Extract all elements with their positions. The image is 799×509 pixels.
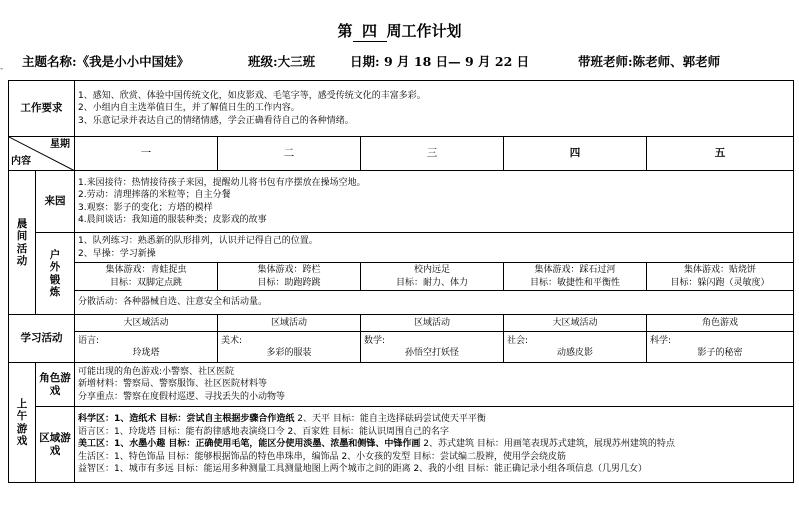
area-game-line: 语言区：1、玲珑塔 目标：能有韵律感地表演绕口令 2、百家姓 目标：能认识周围自己的名字 [78, 426, 450, 437]
role-play-row [9, 363, 794, 407]
role-play-label: 角色游戏 [36, 363, 75, 407]
day-header: 五 [647, 137, 794, 171]
area-game-line: 益智区：1、城市有多远 目标：能运用多种测量工具测量地图上两个城市之间的距离 2、我的小组 目标：能正确记录小组各项信息（几男几女） [78, 464, 648, 475]
arrival-item: 3.观察：影子的变化；方塔的模样 [78, 202, 213, 213]
learning-header: 大区域活动 [75, 315, 218, 332]
outdoor-exercise-label: 户 外 锻 炼 [36, 233, 75, 315]
morning-games-label: 上 午 游 戏 [9, 363, 36, 483]
corner-top-label: 星期 [50, 139, 70, 150]
class-name: 班级:大三班 [248, 54, 316, 69]
learning-content-row [9, 332, 794, 363]
learning-header: 区域活动 [218, 315, 361, 332]
arrival-row [9, 171, 794, 233]
outdoor-game: 集体游戏：青蛙捉虫 目标：双脚定点跳 [75, 263, 218, 291]
day-header: 四 [504, 137, 647, 171]
area-game-line: 科学区：1、造纸术 目标：尝试自主根据步骤合作造纸 2、天平 目标：能自主选择砝码尝试使天平平衡 [78, 414, 486, 425]
role-play-item: 新增材料：警察局、警察服饰、社区医院材料等 [78, 379, 268, 390]
learning-cell: 科学: 影子的秘密 [647, 332, 794, 363]
page-title [0, 20, 799, 42]
theme-name: 主题名称:《我是小小中国娃》 [22, 54, 190, 69]
learning-header-row [9, 315, 794, 332]
arrival-label: 来园 [36, 171, 75, 233]
outdoor-item: 2、早操：学习新操 [78, 248, 156, 259]
learning-header: 大区域活动 [504, 315, 647, 332]
outdoor-items [75, 233, 794, 263]
arrival-content [75, 171, 794, 233]
area-games-label: 区域游戏 [36, 407, 75, 483]
outdoor-items-row [9, 233, 794, 263]
work-requirements-content [75, 81, 794, 137]
area-game-line: 生活区：1、特色饰品 目标：能够根据饰品的特色串珠串，编饰品 2、小女孩的发型 目标：尝试编二股辫，使用学会绕皮筋 [78, 451, 567, 462]
corner-bottom-label: 内容 [11, 155, 31, 167]
outdoor-game: 集体游戏：跨栏 目标：助跑跨跳 [218, 263, 361, 291]
learning-cell: 美术: 多彩的服装 [218, 332, 361, 363]
scattered-activity-row [9, 291, 794, 315]
edge-mark: - [0, 64, 4, 74]
corner-cell [9, 137, 75, 171]
arrival-item: 2.劳动：清理摔落的米粒等；自主分餐 [78, 190, 231, 200]
title-suffix: 周工作计划 [386, 22, 462, 40]
work-requirements-label: 工作要求 [9, 81, 75, 137]
day-header-row [9, 137, 794, 171]
learning-activities-label: 学习活动 [9, 315, 75, 363]
work-req-item: 3、乐意记录并表达自己的情绪情感，学会正确看待自己的各种情绪。 [78, 115, 354, 126]
outdoor-game: 校内远足 目标：耐力、体力 [361, 263, 504, 291]
learning-header: 区域活动 [361, 315, 504, 332]
area-game-line: 美工区：1、水墨小趣 目标：正确使用毛笔，能区分使用淡墨、浓墨和侧锋、中锋作画 2、苏式建筑 目标：用画笔表现苏式建筑，展现苏州建筑的特点 [78, 439, 675, 450]
outdoor-game: 集体游戏：贴烧饼 目标：躲闪跑（灵敏度） [647, 263, 794, 291]
arrival-item: 1.来园接待：热情接待孩子来园，提醒幼儿将书包有序摆放在操场空地。 [78, 177, 366, 188]
role-play-item: 可能出现的角色游戏:小警察、社区医院 [78, 366, 235, 377]
role-play-content [75, 363, 794, 407]
scattered-activity: 分散活动：各种器械自选、注意安全和活动量。 [75, 291, 794, 315]
outdoor-game: 集体游戏：踩石过河 目标：敏捷性和平衡性 [504, 263, 647, 291]
role-play-item: 分享重点：警察在度假村巡逻、寻找丢失的小动物等 [78, 391, 286, 402]
weekly-plan-table [8, 80, 794, 483]
date-range: 日期: 9 月 18 日— 9 月 22 日 [350, 54, 530, 69]
teachers: 带班老师:陈老师、郭老师 [578, 54, 721, 69]
morning-activities-label: 晨 间 活 动 [9, 171, 36, 315]
area-games-content [75, 407, 794, 483]
area-games-row [9, 407, 794, 483]
day-header: 三 [361, 137, 504, 171]
outdoor-games-row [9, 263, 794, 291]
work-req-item: 1、感知、欣赏、体验中国传统文化，如皮影戏、毛笔字等，感受传统文化的丰富多彩。 [78, 90, 426, 101]
work-requirements-row [9, 81, 794, 137]
outdoor-item: 1、队列练习：熟悉新的队形排列，认识并记得自己的位置。 [78, 236, 318, 246]
day-header: 二 [218, 137, 361, 171]
learning-cell: 数学: 孙悟空打妖怪 [361, 332, 504, 363]
learning-cell: 社会: 动感皮影 [504, 332, 647, 363]
title-prefix: 第 [337, 22, 353, 40]
learning-header: 角色游戏 [647, 315, 794, 332]
arrival-item: 4.晨间谈话：我知道的服装种类；皮影戏的故事 [78, 215, 267, 225]
title-week-number: 四 [353, 20, 387, 42]
day-header: 一 [75, 137, 218, 171]
learning-cell: 语言: 玲珑塔 [75, 332, 218, 363]
work-req-item: 2、小组内自主选举值日生，并了解值日生的工作内容。 [78, 103, 300, 114]
